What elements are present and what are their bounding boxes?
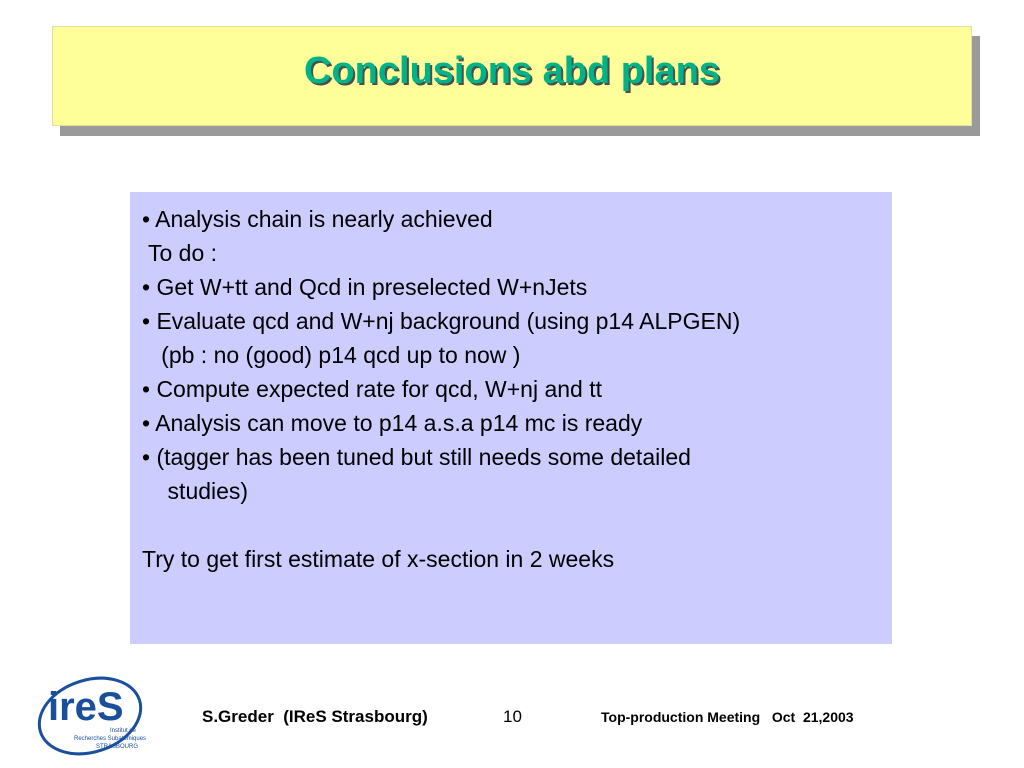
logo-line-1: Institut de xyxy=(110,728,137,734)
slide-title: Conclusions abd plans xyxy=(304,49,720,92)
title-box xyxy=(52,26,972,126)
ires-logo xyxy=(34,672,154,762)
content-line-1: • Analysis chain is nearly achieved xyxy=(142,206,493,232)
content-line-4: • Evaluate qcd and W+nj background (using p14 ALPGEN) xyxy=(142,308,741,334)
content-line-6: • Compute expected rate for qcd, W+nj and tt xyxy=(142,376,602,402)
content-line-10 xyxy=(142,508,882,542)
content-line-9: studies) xyxy=(142,478,249,504)
content-line-5: (pb : no (good) p14 qcd up to now ) xyxy=(142,342,521,368)
footer-page-number: 10 xyxy=(503,707,522,726)
footer-meeting: Top-production Meeting Oct 21,2003 xyxy=(601,709,854,725)
content-line-11: Try to get first estimate of x-section in 2 weeks xyxy=(142,546,615,572)
content-line-7: • Analysis can move to p14 a.s.a p14 mc is ready xyxy=(142,410,643,436)
logo-wordmark: ireS xyxy=(48,685,124,729)
logo-line-2: Recherches Subatomiques xyxy=(74,736,147,742)
content-line-8: • (tagger has been tuned but still needs some detailed xyxy=(142,444,691,470)
logo-line-3: STRASBOURG xyxy=(96,744,139,750)
content-box xyxy=(130,192,892,644)
content-line-3: • Get W+tt and Qcd in preselected W+nJets xyxy=(142,274,588,300)
footer-author: S.Greder (IReS Strasbourg) xyxy=(202,707,428,726)
content-line-2: To do : xyxy=(142,240,218,266)
